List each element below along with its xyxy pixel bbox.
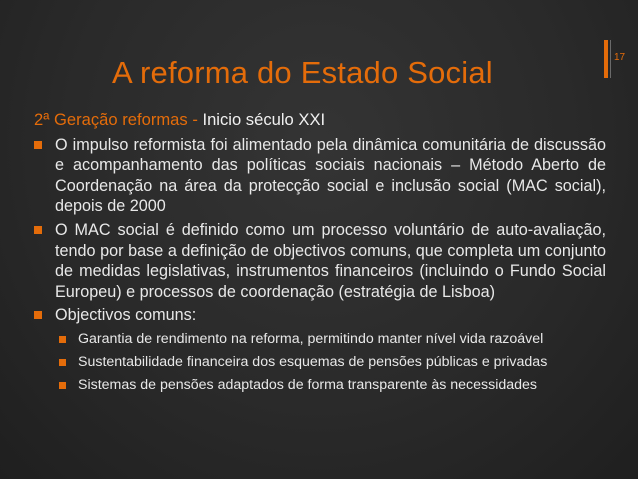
page-number: 17 [614, 52, 626, 63]
sub-bullet-item [34, 375, 606, 395]
square-bullet-icon [34, 226, 42, 234]
sub-bullet-text: Sistemas de pensões adaptados de forma transparente às necessidades [78, 376, 538, 393]
subtitle-prefix: 2ª Geração reformas - [34, 110, 203, 129]
square-bullet-icon [59, 382, 66, 389]
bullet-text: O MAC social é definido como um processo voluntário de auto-avaliação, tendo por base a definição de objectivos comuns, que completa um conjunto de medidas legislativas, instrumentos financeiros (incluindo o Fundo Social Europeu) e processos de coordenação (estratégia de Lisboa) [55, 220, 606, 301]
sub-bullet-item [34, 329, 606, 349]
subtitle [34, 110, 606, 131]
sub-bullet-text: Sustentabilidade financeira dos esquemas de pensões públicas e privadas [78, 353, 548, 370]
sub-bullet-item [34, 352, 606, 372]
slide-body [34, 110, 606, 395]
subtitle-suffix: Inicio século XXI [202, 110, 326, 129]
slide-title: A reforma do Estado Social [112, 55, 493, 90]
bullet-text: O impulso reformista foi alimentado pela dinâmica comunitária de discussão e acompanhamento das políticas sociais nacionais – Método Aberto de Coordenação na área da protecção social e inclusão social (MAC social), depois de 2000 [55, 135, 606, 216]
divider-line [610, 40, 611, 78]
bullet-item [34, 135, 606, 217]
sub-bullet-text: Garantia de rendimento na reforma, permitindo manter nível vida razoável [78, 330, 544, 347]
square-bullet-icon [34, 141, 42, 149]
accent-bar [604, 40, 608, 78]
bullet-text: Objectivos comuns: [55, 306, 197, 325]
square-bullet-icon [59, 336, 66, 343]
square-bullet-icon [34, 311, 42, 319]
square-bullet-icon [59, 359, 66, 366]
bullet-item [34, 305, 606, 326]
bullet-item [34, 220, 606, 302]
